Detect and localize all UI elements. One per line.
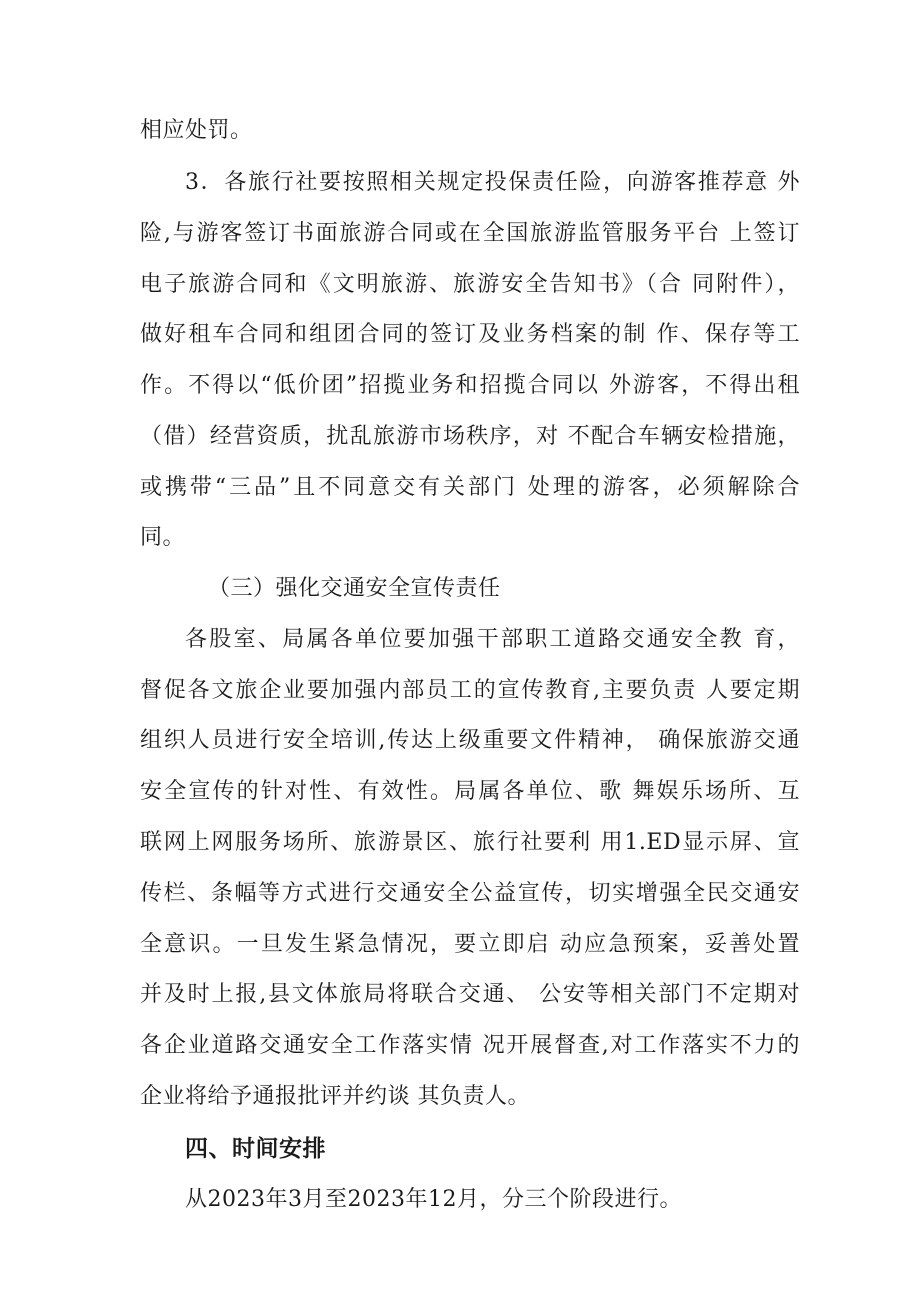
- section-heading: 四、时间安排: [185, 1136, 326, 1162]
- text-line-11: 各股室、局属各单位要加强干部职工道路交通安全教 育，: [185, 627, 800, 652]
- text-line-13: 组织人员进行安全培训,传达上级重要文件精神， 确保旅游交通: [140, 728, 800, 753]
- text-line-12: 督促各文旅企业要加强内部员工的宣传教育,主要负责 人要定期: [140, 678, 800, 703]
- text-line-5: 做好租车合同和组团合同的签订及业务档案的制 作、保存等工: [140, 322, 800, 347]
- text-line-8: 或携带“三品”且不同意交有关部门 处理的游客，必须解除合: [140, 475, 800, 500]
- text-line-16: 传栏、条幅等方式进行交通安全公益宣传，切实增强全民交通安: [140, 881, 800, 906]
- text-line-15: 联网上网服务场所、旅游景区、旅行社要利 用1.ED显示屏、宣: [140, 830, 800, 855]
- text-line-19: 各企业道路交通安全工作落实情 况开展督查,对工作落实不力的: [140, 1033, 800, 1058]
- text-line-14: 安全宣传的针对性、有效性。局属各单位、歌 舞娱乐场所、互: [140, 779, 800, 804]
- text-line-20: 企业将给予通报批评并约谈 其负责人。: [140, 1084, 530, 1109]
- section-subheading: （三）强化交通安全宣传责任: [208, 576, 501, 601]
- text-line-18: 并及时上报,县文体旅局将联合交通、 公安等相关部门不定期对: [140, 982, 800, 1007]
- text-line-6: 作。不得以“低价团”招揽业务和招揽合同以 外游客，不得出租: [140, 373, 800, 398]
- text-line-3: 险,与游客签订书面旅游合同或在全国旅游监管服务平台 上签订: [140, 221, 800, 246]
- text-line-7: （借）经营资质，扰乱旅游市场秩序，对 不配合车辆安检措施，: [140, 424, 800, 449]
- text-line-1: 相应处罚。: [140, 118, 253, 143]
- text-line-22: 从2023年3月至2023年12月，分三个阶段进行。: [185, 1187, 682, 1212]
- text-line-4: 电子旅游合同和《文明旅游、旅游安全告知书》（合 同附件），: [140, 272, 800, 297]
- text-line-2: 3．各旅行社要按照相关规定投保责任险，向游客推荐意 外: [185, 170, 800, 195]
- text-line-17: 全意识。一旦发生紧急情况，要立即启 动应急预案，妥善处置: [140, 932, 800, 957]
- text-line-9: 同。: [140, 525, 186, 550]
